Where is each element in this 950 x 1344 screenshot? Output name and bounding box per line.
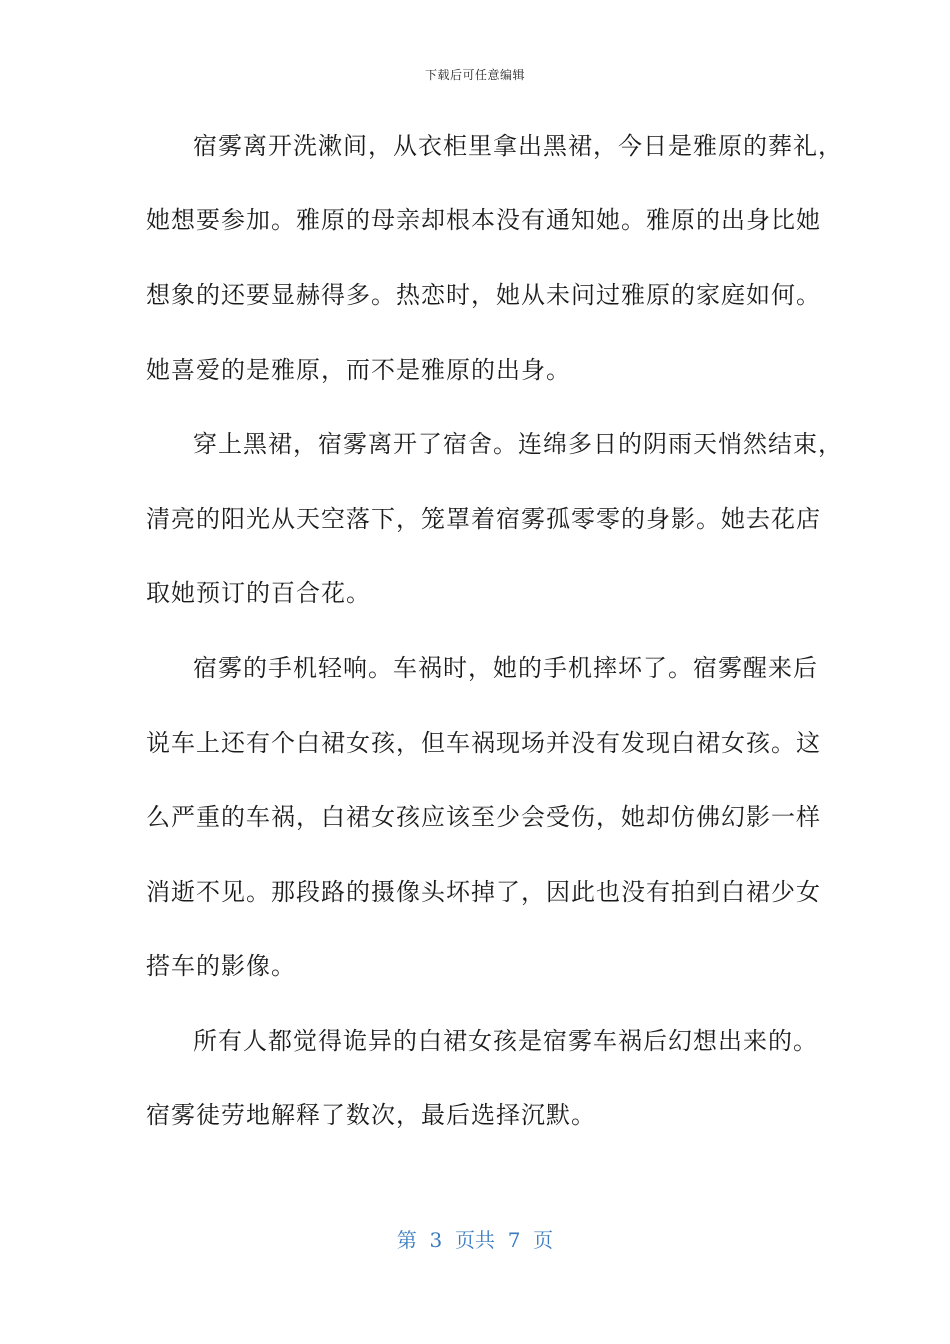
paragraph-4-line-2: 宿雾徒劳地解释了数次，最后选择沉默。 — [146, 1101, 596, 1129]
paragraph-3-line-4: 消逝不见。那段路的摄像头坏掉了，因此也没有拍到白裙少女 — [146, 878, 821, 906]
paragraph-2-line-3: 取她预订的百合花。 — [146, 579, 371, 607]
paragraph-2-line-2: 清亮的阳光从天空落下，笼罩着宿雾孤零零的身影。她去花店 — [146, 505, 821, 533]
paragraph-4-line-1: 所有人都觉得诡异的白裙女孩是宿雾车祸后幻想出来的。 — [193, 1027, 818, 1055]
paragraph-2-line-1: 穿上黑裙，宿雾离开了宿舍。连绵多日的阴雨天悄然结束， — [193, 430, 843, 458]
paragraph-1-line-4: 她喜爱的是雅原，而不是雅原的出身。 — [146, 356, 571, 384]
paragraph-3-line-1: 宿雾的手机轻响。车祸时，她的手机摔坏了。宿雾醒来后 — [193, 654, 818, 682]
paragraph-1-line-2: 她想要参加。雅原的母亲却根本没有通知她。雅原的出身比她 — [146, 206, 821, 234]
paragraph-3-line-3: 么严重的车祸，白裙女孩应该至少会受伤，她却仿佛幻影一样 — [146, 803, 821, 831]
paragraph-1-line-1: 宿雾离开洗漱间，从衣柜里拿出黑裙，今日是雅原的葬礼， — [193, 132, 843, 160]
header-note: 下载后可任意编辑 — [424, 68, 525, 82]
paragraph-3-line-5: 搭车的影像。 — [146, 952, 296, 980]
paragraph-1-line-3: 想象的还要显赫得多。热恋时，她从未问过雅原的家庭如何。 — [146, 281, 821, 309]
paragraph-3-line-2: 说车上还有个白裙女孩，但车祸现场并没有发现白裙女孩。这 — [146, 729, 821, 757]
page-number-footer: 第 3 页共 7 页 — [396, 1228, 554, 1252]
